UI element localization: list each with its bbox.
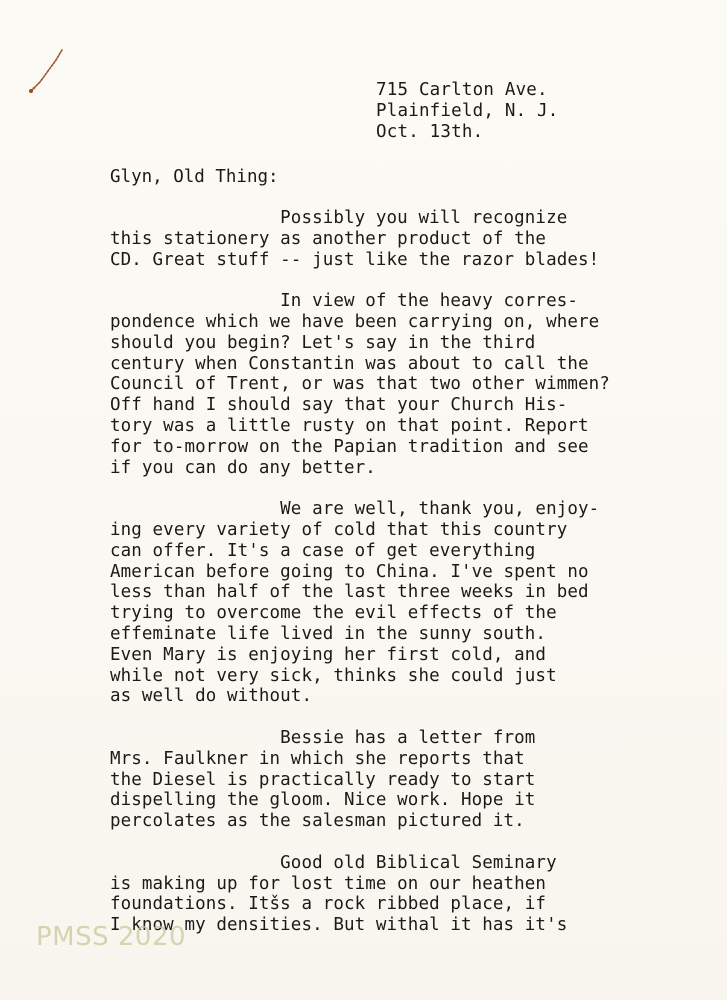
text-line: ing every variety of cold that this country [110, 519, 568, 540]
text-line: Mrs. Faulkner in which she reports that [110, 748, 525, 769]
text-line: less than half of the last three weeks in bed [110, 582, 589, 603]
text-line: dispelling the gloom. Nice work. Hope it [110, 790, 536, 811]
salutation: Glyn, Old Thing: [110, 167, 279, 187]
address-street: 715 Carlton Ave. [376, 80, 548, 100]
text-line: if you can do any better. [110, 457, 376, 478]
pencil-mark [22, 44, 70, 96]
text-line: as well do without. [110, 686, 313, 707]
text-line: century when Constantin was about to call the [110, 353, 589, 374]
text-line: Bessie has a letter from [110, 727, 536, 748]
paragraph-stationery [110, 208, 710, 270]
text-line: Council of Trent, or was that two other wimmen? [110, 374, 610, 395]
paragraph-health [110, 499, 710, 707]
text-line: American before going to China. I've spent no [110, 561, 589, 582]
text-line: I know my densities. But withal it has it's [110, 915, 568, 936]
text-line: Off hand I should say that your Church His- [110, 395, 568, 416]
sender-address [376, 80, 559, 143]
text-line: percolates as the salesman pictured it. [110, 811, 525, 832]
text-line: effeminate life lived in the sunny south. [110, 623, 547, 644]
text-line: Possibly you will recognize [110, 208, 568, 228]
text-line: while not very sick, thinks she could just [110, 665, 557, 686]
paragraph-correspondence [110, 291, 710, 478]
text-line: In view of the heavy corres- [110, 291, 578, 312]
paragraph-seminary [110, 853, 710, 936]
text-line: pondence which we have been carrying on, where [110, 311, 600, 332]
text-line: should you begin? Let's say in the third [110, 332, 536, 353]
text-line: Even Mary is enjoying her first cold, and [110, 644, 547, 665]
text-line: tory was a little rusty on that point. Report [110, 415, 589, 436]
text-line: Good old Biblical Seminary [110, 852, 557, 873]
text-line: is making up for lost time on our heathen [110, 873, 547, 894]
text-line: the Diesel is practically ready to start [110, 769, 536, 790]
letter-date: Oct. 13th. [376, 122, 484, 142]
paragraph-diesel [110, 728, 710, 832]
letter-body [110, 208, 710, 957]
text-line: for to-morrow on the Papian tradition and see [110, 436, 589, 457]
text-line: CD. Great stuff -- just like the razor blades! [110, 249, 600, 270]
text-line: this stationery as another product of the [110, 228, 547, 249]
text-line: can offer. It's a case of get everything [110, 540, 536, 561]
address-city: Plainfield, N. J. [376, 101, 559, 121]
text-line: foundations. Itšs a rock ribbed place, if [110, 894, 547, 915]
archive-watermark: PMSS 2020 [36, 922, 187, 952]
text-line: trying to overcome the evil effects of the [110, 603, 557, 624]
text-line: We are well, thank you, enjoy- [110, 499, 600, 520]
